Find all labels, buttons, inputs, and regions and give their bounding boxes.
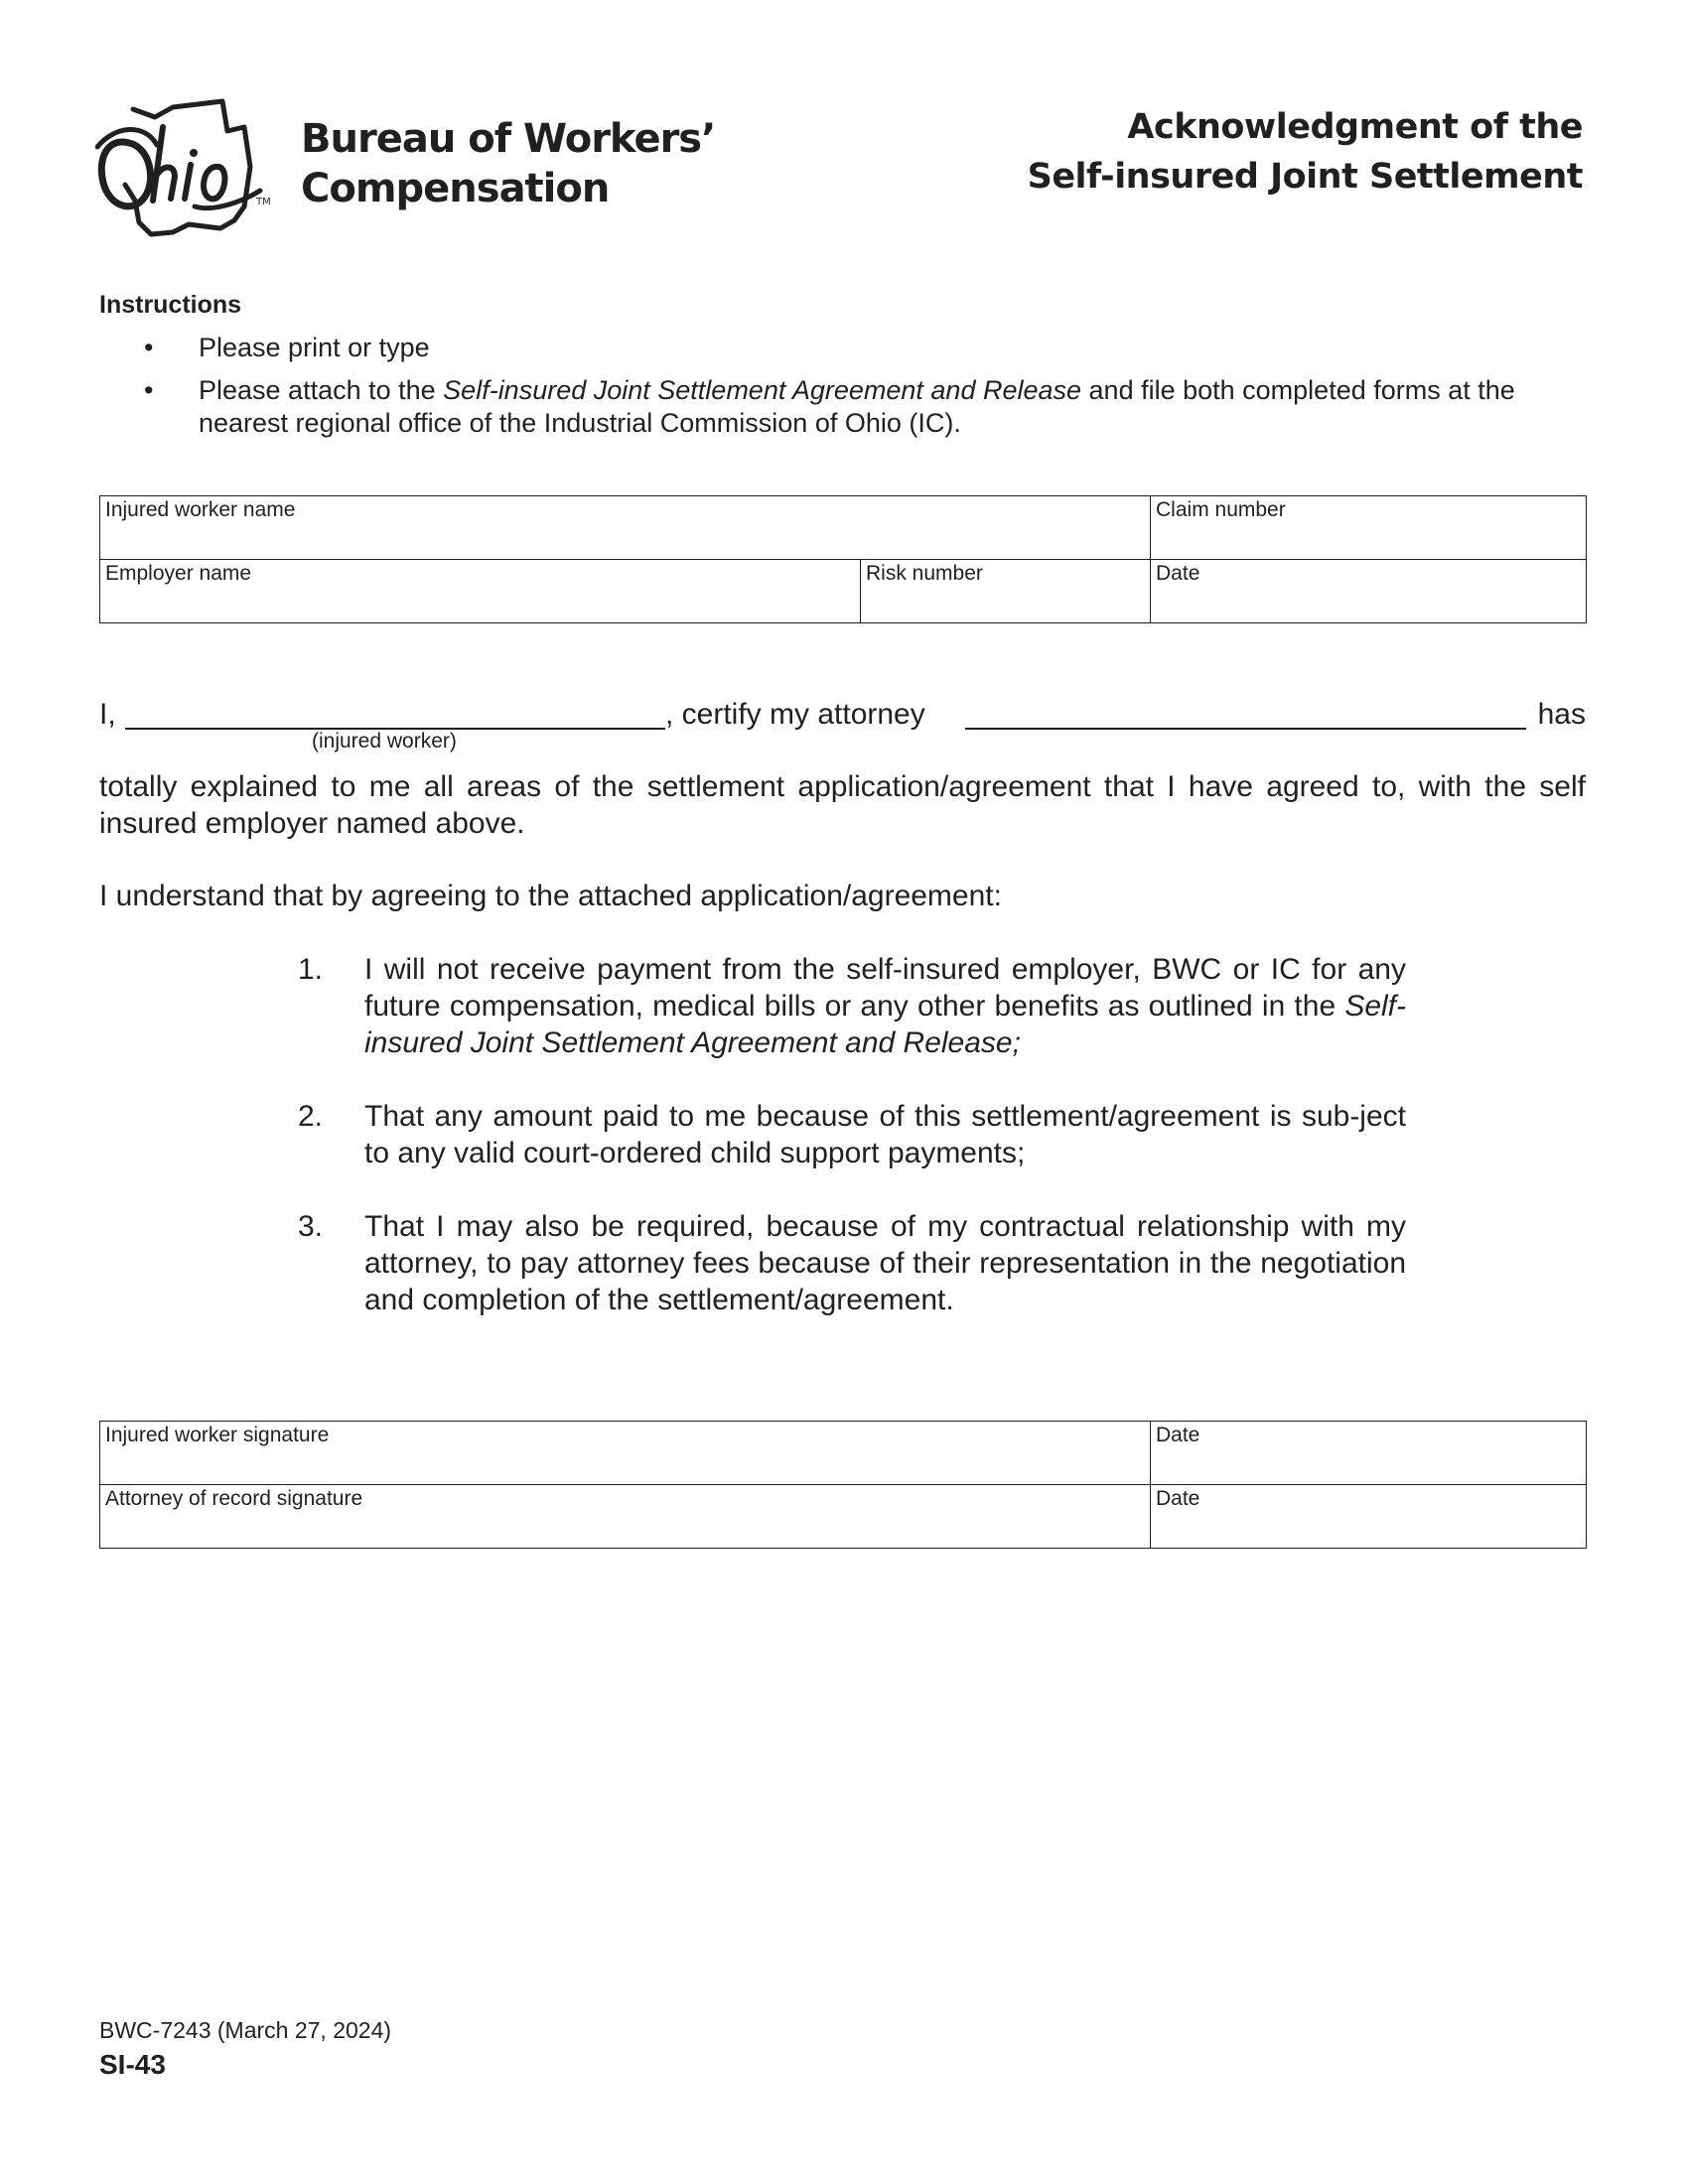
- bullet-icon: •: [144, 333, 154, 362]
- agreement-title: Self-insured Joint Settlement Agreement and Release: [443, 375, 1082, 405]
- list-item-1: [298, 951, 1406, 1061]
- bullet-icon: •: [144, 375, 154, 405]
- signature-form: [99, 1421, 1587, 1549]
- list-text: I will not receive payment from the self-insured employer, BWC or IC for any future compensation, medical bills or any other benefits as outlined in the Self-insured Joint Settlement Agreement and Release;: [364, 953, 1406, 1059]
- explanation-paragraph: totally explained to me all areas of the settlement application/agreement that I have agreed to, with the self insured employer named above.: [99, 770, 1586, 840]
- agreement-title: Self-insured Joint Settlement Agreement and Release;: [364, 990, 1406, 1059]
- understanding-paragraph: I understand that by agreeing to the attached application/agreement:: [99, 880, 1002, 912]
- org-name-line1: Bureau of Workers’: [301, 116, 716, 162]
- field-label: Attorney of record signature: [105, 1487, 363, 1510]
- attorney-signature-date-field[interactable]: [1151, 1485, 1587, 1549]
- claim-number-field[interactable]: [1151, 496, 1587, 560]
- list-text: That any amount paid to me because of this settlement/agreement is sub-ject to any valid court-ordered child support payments;: [364, 1100, 1406, 1169]
- list-text: That I may also be required, because of my contractual relationship with my attorney, to pay attorney fees because of their representation in the negotiation and completion of the settlement/agreement.: [364, 1210, 1406, 1316]
- instruction-text: Please attach to the Self-insured Joint Settlement Agreement and Release and file both completed forms at the nearest regional office of the Industrial Commission of Ohio (IC).: [199, 375, 1515, 438]
- ohio-logo: [95, 97, 274, 238]
- form-code: SI-43: [99, 2049, 166, 2080]
- attorney-blank[interactable]: [965, 728, 1526, 730]
- list-number: 3.: [298, 1210, 324, 1243]
- injured-worker-signature-field[interactable]: [100, 1422, 1151, 1485]
- form-id: BWC-7243 (March 27, 2024): [99, 2017, 392, 2043]
- field-label: Risk number: [866, 562, 983, 585]
- field-label: Injured worker signature: [105, 1424, 330, 1446]
- date-field[interactable]: [1151, 560, 1587, 623]
- svg-text:TM: TM: [256, 197, 271, 207]
- instruction-text: Please print or type: [199, 333, 430, 362]
- field-label: Employer name: [105, 562, 252, 585]
- instruction-item-attach: [144, 374, 1589, 444]
- claim-info-form: [99, 495, 1587, 623]
- field-label: Claim number: [1156, 498, 1286, 521]
- worker-signature-date-field[interactable]: [1151, 1422, 1587, 1485]
- injured-worker-name-field[interactable]: [100, 496, 1151, 560]
- employer-name-field[interactable]: [100, 560, 861, 623]
- risk-number-field[interactable]: [861, 560, 1151, 623]
- field-label: Date: [1156, 1487, 1200, 1510]
- injured-worker-caption: (injured worker): [312, 730, 457, 752]
- instruction-item-print: [144, 332, 1589, 364]
- org-name-line2: Compensation: [301, 166, 610, 211]
- field-label: Injured worker name: [105, 498, 296, 521]
- list-number: 1.: [298, 953, 324, 986]
- list-item-3: [298, 1208, 1406, 1318]
- cert-prefix: I,: [99, 698, 116, 731]
- list-item-2: [298, 1098, 1406, 1171]
- cert-middle: , certify my attorney: [665, 698, 925, 731]
- attorney-signature-field[interactable]: [100, 1485, 1151, 1549]
- document-title-line2: Self-insured Joint Settlement: [1027, 157, 1583, 197]
- cert-suffix: has: [1537, 698, 1586, 731]
- instructions-heading: Instructions: [99, 291, 242, 319]
- list-number: 2.: [298, 1100, 324, 1133]
- field-label: Date: [1156, 1424, 1200, 1446]
- field-label: Date: [1156, 562, 1200, 585]
- document-title-line1: Acknowledgment of the: [1127, 107, 1583, 147]
